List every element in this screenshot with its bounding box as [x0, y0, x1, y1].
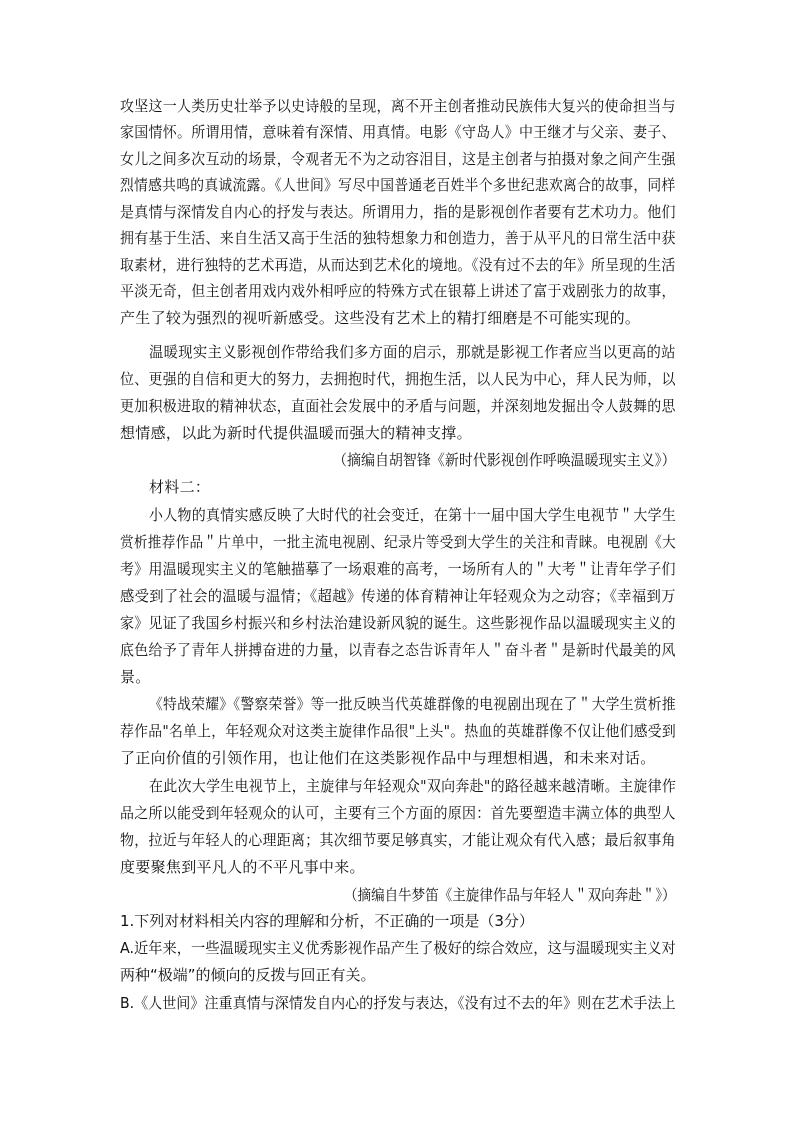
- text-line: 家国情怀。所谓用情，意味着有深情、用真情。电影《守岛人》中王继才与父亲、妻子、: [120, 123, 676, 141]
- option-line: A.近年来，一些温暖现实主义优秀影视作品产生了极好的综合效应，这与温暖现实主义对: [120, 939, 676, 957]
- text-line: 烈情感共鸣的真诚流露。《人世间》写尽中国普通老百姓半个多世纪悲欢离合的故事，同样: [120, 176, 676, 194]
- text-line: 景。: [120, 668, 151, 686]
- text-line: 考》用温暖现实主义的笔触描摹了一场艰难的高考，一场所有人的＂大考＂让青年学子们: [120, 560, 676, 578]
- text-line: 底色给予了青年人拼搏奋进的力量，以青春之态告诉青年人＂奋斗者＂是新时代最美的风: [120, 641, 676, 659]
- text-line: 产生了较为强烈的视听新感受。这些没有艺术上的精打细磨是不可能实现的。: [120, 309, 641, 327]
- text-line: 物，拉近与年轻人的心理距离；其次细节要足够真实，才能让观众有代入感；最后叙事角: [120, 831, 676, 849]
- material-2-heading: 材料二：: [149, 478, 211, 496]
- text-line: 想情感，以此为新时代提供温暖而强大的精神支撑。: [120, 424, 472, 442]
- question-1-stem: 1.下列对材料相关内容的理解和分析，不正确的一项是（3分）: [120, 912, 534, 930]
- text-line: 品之所以能受到年轻观众的认可，主要有三个方面的原因：首先要塑造丰满立体的典型人: [120, 804, 676, 822]
- text-line: 小人物的真情实感反映了大时代的社会变迁，在第十一届中国大学生电视节＂大学生: [149, 506, 677, 524]
- text-line: 在此次大学生电视节上，主旋律与年轻观众"双向奔赴"的路径越来越清晰。主旋律作: [149, 777, 677, 795]
- text-line: 拥有基于生活、来自生活又高于生活的独特想象力和创造力，善于从平凡的日常生活中获: [120, 229, 676, 247]
- text-line: 了正向价值的引领作用，也让他们在这类影视作品中与理想相遇，和未来对话。: [120, 749, 656, 767]
- text-line: 家》见证了我国乡村振兴和乡村法治建设新风貌的诞生。这些影视作品以温暖现实主义的: [120, 614, 676, 632]
- text-line: 位、更强的自信和更大的努力，去拥抱时代，拥抱生活，以人民为中心，拜人民为师，以: [120, 370, 676, 388]
- text-line: 攻坚这一人类历史壮举予以史诗般的呈现，离不开主创者推动民族伟大复兴的使命担当与: [120, 97, 676, 115]
- text-line: 是真情与深情发自内心的抒发与表达。所谓用力，指的是影视创作者要有艺术功力。他们: [120, 203, 676, 221]
- text-line: 温暖现实主义影视创作带给我们多方面的启示，那就是影视工作者应当以更高的站: [149, 343, 676, 361]
- text-line: 荐作品"名单上，年轻观众对这类主旋律作品很"上头"。热血的英雄群像不仅让他们感受到: [120, 722, 677, 740]
- material-2-source: （摘编自牛梦笛《主旋律作品与年轻人＂双向奔赴＂》）: [344, 886, 676, 904]
- text-line: 赏析推荐作品＂片单中，一批主流电视剧、纪录片等受到大学生的关注和青睐。电视剧《大: [120, 533, 677, 551]
- text-line: 度要聚焦到平凡人的不平凡事中来。: [120, 858, 365, 876]
- option-line: B.《人世间》注重真情与深情发自内心的抒发与表达，《没有过不去的年》则在艺术手法上: [120, 994, 676, 1012]
- text-line: 平淡无奇，但主创者用戏内戏外相呼应的特殊方式在银幕上讲述了富于戏剧张力的故事，: [120, 282, 676, 300]
- text-line: 取素材，进行独特的艺术再造，从而达到艺术化的境地。《没有过不去的年》所呈现的生活: [120, 256, 676, 274]
- material-1-source: （摘编自胡智锋《新时代影视创作呼唤温暖现实主义》）: [333, 451, 676, 469]
- text-line: 《特战荣耀》《警察荣誉》等一批反映当代英雄群像的电视剧出现在了＂大学生赏析推: [149, 695, 676, 713]
- option-line: 两种“极端”的倾向的反拨与回正有关。: [120, 966, 376, 984]
- text-line: 更加积极进取的精神状态，直面社会发展中的矛盾与问题，并深刻地发掘出令人鼓舞的思: [120, 397, 676, 415]
- text-line: 女儿之间多次互动的场景，令观者无不为之动容泪目，这是主创者与拍摄对象之间产生强: [120, 150, 676, 168]
- text-line: 感受到了社会的温暖与温情；《超越》传递的体育精神让年轻观众为之动容；《幸福到万: [120, 587, 676, 605]
